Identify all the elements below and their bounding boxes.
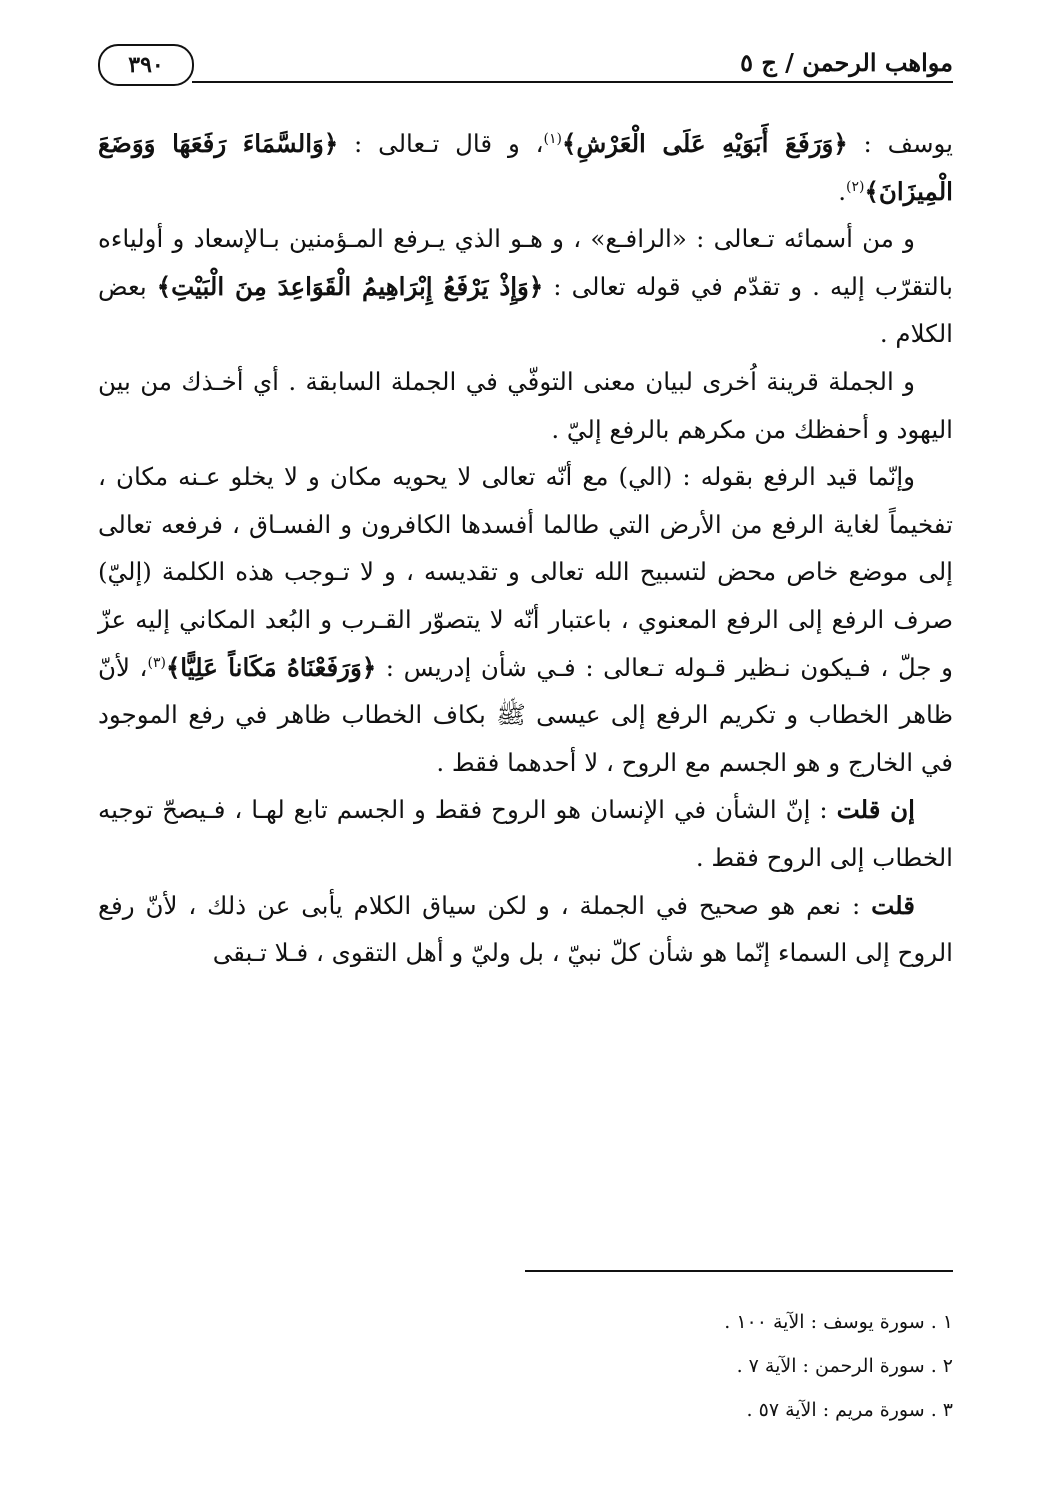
quran-verse-3: ﴿وَإِذْ يَرْفَعُ إِبْرَاهِيمُ الْقَوَاعِدَ مِنَ الْبَيْتِ﴾ <box>156 271 544 301</box>
paragraph-5 <box>98 786 953 881</box>
footnote-ref-1: (١) <box>543 130 562 147</box>
footnotes <box>353 1300 953 1432</box>
footnote-3: ٣ . سورة مريم : الآية ٥٧ . <box>746 1399 953 1421</box>
footnote-1: ١ . سورة يوسف : الآية ١٠٠ . <box>724 1311 953 1333</box>
page-header <box>98 40 953 88</box>
objection-label: إن قلت <box>836 795 915 825</box>
paragraph-1-end: . <box>838 176 847 206</box>
paragraph-4-text-b: ، لأنّ ظاهر الخطاب و تكريم الرفع إلى عيسى ﷺ بكاف الخطاب ظاهر في رفع الموجود في الخارج و هو الجسم مع الروح ، لا أحدهما فقط . <box>98 652 953 777</box>
footnote-ref-3: (٣) <box>147 654 166 671</box>
paragraph-2-text-a: و من أسمائه تـعالى : «الرافـع» ، و هـو الذي يـرفع المـؤمنين بـالإسعاد و أولياءه بالتقرّب إليه . و تقدّم في قوله تعالى : <box>98 224 953 301</box>
paragraph-6-text: : نعم هو صحيح في الجملة ، و لكن سياق الكلام يأبى عن ذلك ، لأنّ رفع الروح إلى السماء إنّما هو شأن كلّ نبيّ ، بل وليّ و أهل التقوى ، فـلا تـبقى <box>98 890 953 968</box>
footnote-2: ٢ . سورة الرحمن : الآية ٧ . <box>736 1355 953 1377</box>
paragraph-3 <box>98 358 953 453</box>
paragraph-1 <box>98 120 953 215</box>
footnote-ref-2: (٢) <box>846 178 865 195</box>
header-divider <box>192 81 953 83</box>
page-number: ٣٩٠ <box>98 44 194 86</box>
paragraph-2-text-b: بعض الكلام . <box>98 271 953 349</box>
paragraph-2 <box>98 215 953 358</box>
quran-verse-1: ﴿وَرَفَعَ أَبَوَيْهِ عَلَى الْعَرْشِ﴾ <box>561 129 848 158</box>
paragraph-1-intro: يوسف : <box>847 129 953 158</box>
paragraph-1-mid: ، و قال تـعالى : <box>338 129 544 158</box>
quran-verse-4: ﴿وَرَفَعْنَاهُ مَكَاناً عَلِيًّا﴾ <box>165 652 377 682</box>
footnote-divider <box>525 1270 953 1272</box>
paragraph-5-text: : إنّ الشأن في الإنسان هو الروح فقط و الجسم تابع لهـا ، فـيصحّ توجيه الخطاب إلى الروح فقط . <box>98 795 953 872</box>
running-title: مواهب الرحمن / ج ٥ <box>740 48 953 77</box>
quran-verse-2: ﴿وَالسَّمَاءَ رَفَعَهَا وَوَضَعَ الْمِيزَانَ﴾ <box>98 129 953 206</box>
main-text <box>98 120 953 977</box>
reply-label: قلت <box>871 890 915 920</box>
paragraph-6 <box>98 882 953 977</box>
paragraph-4 <box>98 453 953 786</box>
paragraph-3-text: و الجملة قرينة اُخرى لبيان معنى التوفّي في الجملة السابقة . أي أخـذك من بين اليهود و أحفظك من مكرهم بالرفع إليّ . <box>98 366 953 444</box>
paragraph-4-text-a: وإنّما قيد الرفع بقوله : (الي) مع أنّه تعالى لا يحويه مكان و لا يخلو عـنه مكان ، تفخيماً لغاية الرفع من الأرض التي طالما أفسدها الكافرون و الفسـاق ، فرفعه تعالى إلى موضع خاص محض لتسبيح الله تعالى و تقديسه ، و لا تـوجب هذه الكلمة (إليّ) صرف الرفع إلى الرفع المعنوي ، باعتبار أنّه لا يتصوّر القـرب و البُعد المكاني إليه عزّ و جلّ ، فـيكون نـظير قـوله تـعالى : فـي شأن إدريس : <box>98 462 953 682</box>
